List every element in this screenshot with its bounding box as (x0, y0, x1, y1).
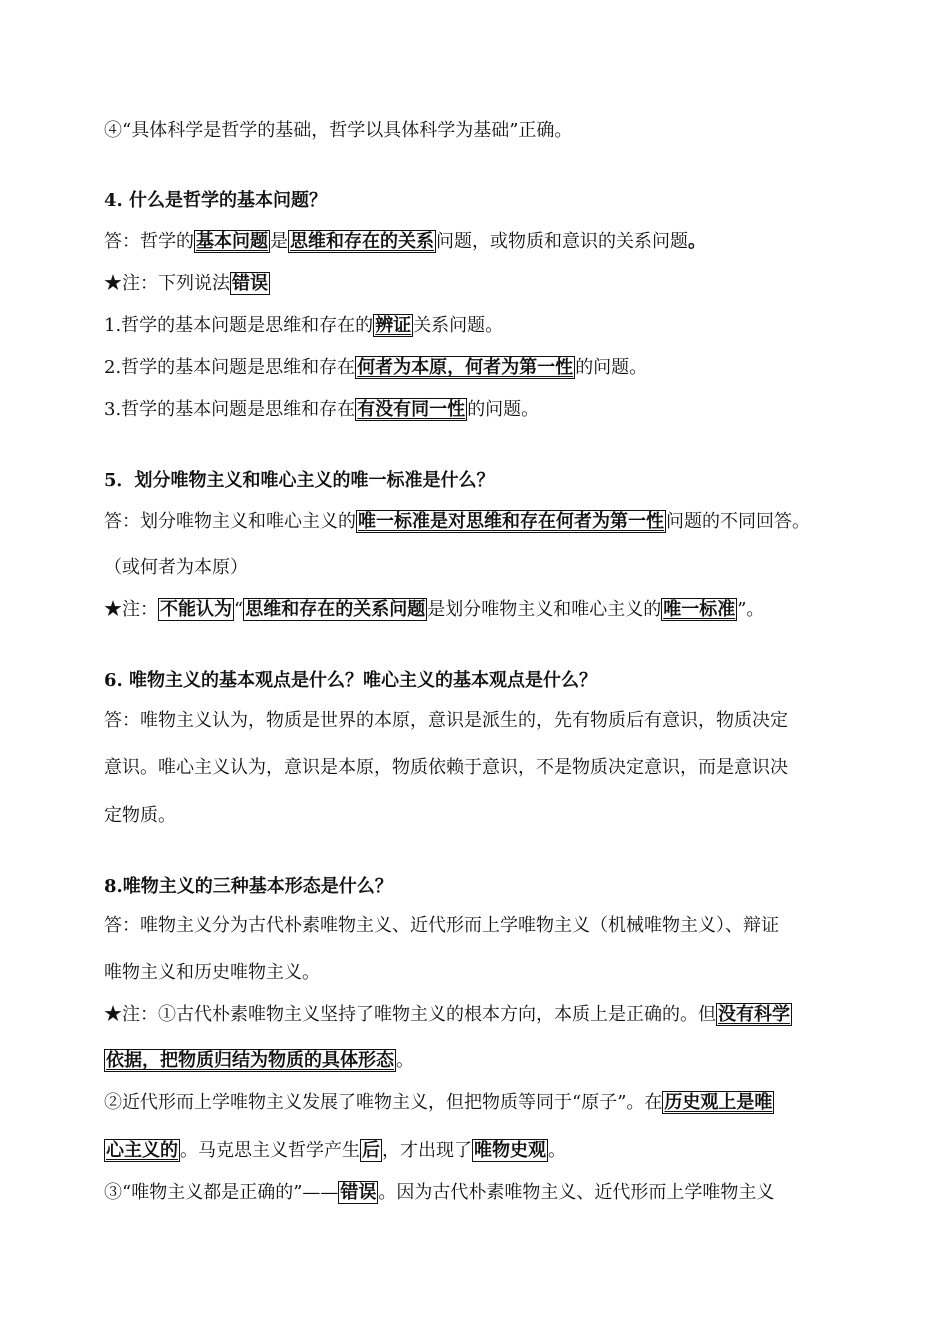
answer-6-line (104, 709, 864, 733)
note-8-line (104, 1091, 864, 1115)
boxed-term: 有没有同一性 (357, 399, 466, 420)
note-4 (104, 272, 864, 296)
text: 。因为古代朴素唯物主义、近代形而上学唯物主义 (378, 1182, 775, 1203)
text: ④“具体科学是哲学的基础，哲学以具体科学为基础”正确。 (104, 120, 573, 141)
note-8-line (104, 1139, 864, 1163)
text: 答：划分唯物主义和唯心主义的 (104, 511, 356, 532)
text: 2.哲学的基本问题是思维和存在 (104, 357, 356, 378)
text: ，才出现了 (382, 1140, 472, 1161)
text: 。 (688, 231, 706, 252)
question-8-heading (104, 875, 864, 899)
text: 是 (270, 231, 288, 252)
boxed-term: 唯一标准 (663, 599, 736, 620)
boxed-term: 心主义的 (106, 1140, 178, 1161)
text: （或何者为本原） (104, 557, 248, 578)
boxed-term: 历史观上是唯 (664, 1092, 773, 1113)
boxed-term: 辨证 (375, 315, 412, 336)
answer-6-line (104, 804, 864, 828)
answer-5-cont (104, 556, 864, 580)
note-8-line (104, 1181, 864, 1205)
text: ★注：下列说法 (104, 273, 230, 294)
heading-text: 4. 什么是哲学的基本问题？ (104, 190, 328, 211)
answer-8-line (104, 961, 864, 985)
answer-6-line (104, 756, 864, 780)
text: ③“唯物主义都是正确的”—— (104, 1182, 339, 1203)
text: 唯物主义和历史唯物主义。 (104, 962, 320, 983)
note-5 (104, 598, 864, 622)
boxed-term: 后 (362, 1140, 380, 1161)
text: 的问题。 (575, 357, 648, 378)
note-8-line (104, 1049, 864, 1073)
text: 关系问题。 (413, 315, 504, 336)
boxed-term: 没有科学 (718, 1004, 790, 1025)
text: 答：唯物主义认为，物质是世界的本原，意识是派生的，先有物质后有意识，物质决定 (104, 710, 788, 731)
boxed-term: 错误 (232, 273, 268, 294)
text: ②近代形而上学唯物主义发展了唯物主义，但把物质等同于“原子”。在 (104, 1092, 663, 1113)
question-5-heading (104, 469, 864, 493)
text: “ (234, 599, 244, 620)
boxed-term: 唯物史观 (474, 1140, 546, 1161)
text: ★注：①古代朴素唯物主义坚持了唯物主义的根本方向，本质上是正确的。但 (104, 1004, 716, 1025)
answer-4 (104, 230, 864, 254)
text: 3.哲学的基本问题是思维和存在 (104, 399, 356, 420)
boxed-term: 不能认为 (160, 599, 232, 620)
text: 问题的不同回答。 (666, 511, 810, 532)
text: 答：哲学的 (104, 231, 194, 252)
boxed-term: 基本问题 (196, 231, 268, 252)
heading-text: 5．划分唯物主义和唯心主义的唯一标准是什么？ (104, 470, 495, 491)
question-6-heading (104, 669, 864, 693)
text: 答：唯物主义分为古代朴素唯物主义、近代形而上学唯物主义（机械唯物主义）、辩证 (104, 915, 779, 936)
boxed-term: 思维和存在的关系问题 (245, 599, 426, 620)
text: 的问题。 (467, 399, 540, 420)
text: 定物质。 (104, 805, 176, 826)
text: 是划分唯物主义和唯心主义的 (427, 599, 662, 620)
text: 。 (548, 1140, 566, 1161)
text: 。马克思主义哲学产生 (180, 1140, 360, 1161)
heading-text: 6. 唯物主义的基本观点是什么？唯心主义的基本观点是什么？ (104, 670, 598, 691)
paragraph-line (104, 119, 864, 143)
note-8-line (104, 1003, 864, 1027)
note-4-item-3 (104, 398, 864, 422)
heading-text: 8.唯物主义的三种基本形态是什么？ (104, 876, 393, 897)
text: 意识。唯心主义认为，意识是本原，物质依赖于意识，不是物质决定意识，而是意识决 (104, 757, 788, 778)
boxed-term: 唯一标准是对思维和存在何者为第一性 (358, 511, 664, 532)
note-4-item-1 (104, 314, 864, 338)
text: 1.哲学的基本问题是思维和存在的 (104, 315, 374, 336)
boxed-term: 思维和存在的关系 (290, 231, 434, 252)
boxed-term: 依据，把物质归结为物质的具体形态 (106, 1050, 394, 1071)
boxed-term: 错误 (340, 1182, 377, 1203)
answer-5 (104, 510, 864, 534)
text: 。 (396, 1050, 414, 1071)
text: 问题，或物质和意识的关系问题 (436, 231, 688, 252)
answer-8-line (104, 914, 864, 938)
question-4-heading (104, 189, 864, 213)
boxed-term: 何者为本原，何者为第一性 (357, 357, 574, 378)
note-4-item-2 (104, 356, 864, 380)
text: ”。 (737, 599, 765, 620)
text: ★注： (104, 599, 158, 620)
